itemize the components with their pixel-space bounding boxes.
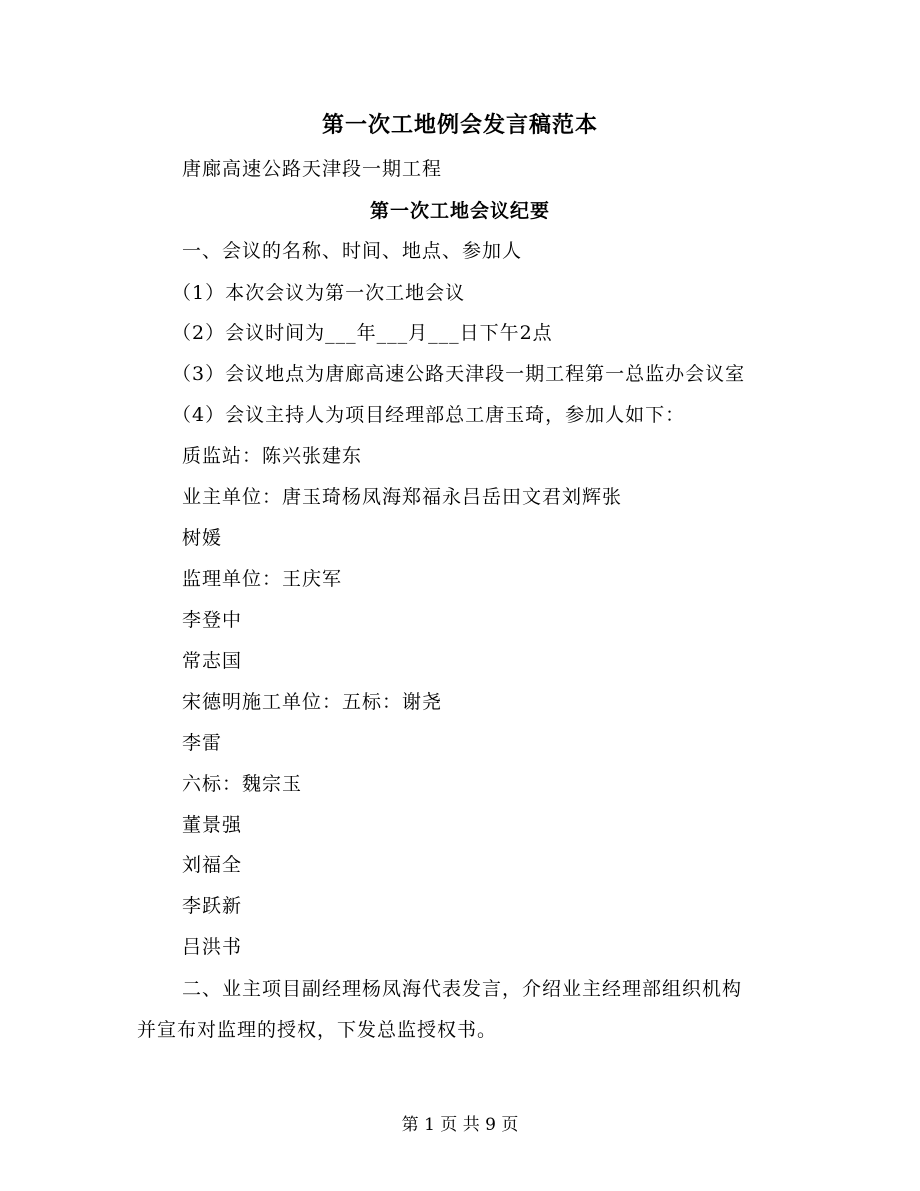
- attendee-line: 树媛: [182, 527, 223, 549]
- project-name: 唐廊高速公路天津段一期工程: [182, 158, 443, 180]
- attendee-line: 质监站：陈兴张建东: [182, 445, 363, 467]
- attendee-line: 李登中: [182, 609, 243, 631]
- page-indicator: 第 1 页 共 9 页: [401, 1115, 519, 1135]
- attendee-line: 监理单位：王庆军: [182, 568, 343, 590]
- meeting-item-3: （3）会议地点为唐廊高速公路天津段一期工程第一总监办会议室: [172, 363, 746, 385]
- attendee-line: 吕洪书: [182, 936, 243, 958]
- attendee-line: 李雷: [182, 732, 223, 754]
- document-title: 第一次工地例会发言稿范本: [321, 112, 598, 138]
- meeting-item-4: （4）会议主持人为项目经理部总工唐玉琦，参加人如下：: [172, 404, 686, 426]
- meeting-item-1: （1）本次会议为第一次工地会议: [172, 282, 466, 304]
- attendee-line: 董景强: [182, 814, 243, 836]
- attendee-line: 李跃新: [182, 895, 243, 917]
- attendee-line: 业主单位：唐玉琦杨凤海郑福永吕岳田文君刘辉张: [182, 486, 623, 508]
- section-title: 第一次工地会议纪要: [369, 200, 550, 222]
- attendee-line: 常志国: [182, 650, 243, 672]
- attendee-line: 宋德明施工单位：五标：谢尧: [182, 691, 443, 713]
- meeting-item-2: （2）会议时间为___年___月___日下午2点: [172, 322, 553, 344]
- section1-heading: 一、会议的名称、时间、地点、参加人: [182, 240, 523, 262]
- attendee-line: 六标：魏宗玉: [182, 773, 303, 795]
- section2-paragraph-line2: 并宣布对监理的授权，下发总监授权书。: [137, 1019, 498, 1041]
- attendee-line: 刘福全: [182, 854, 243, 876]
- section2-paragraph-line1: 二、业主项目副经理杨凤海代表发言，介绍业主经理部组织机构: [182, 978, 743, 1000]
